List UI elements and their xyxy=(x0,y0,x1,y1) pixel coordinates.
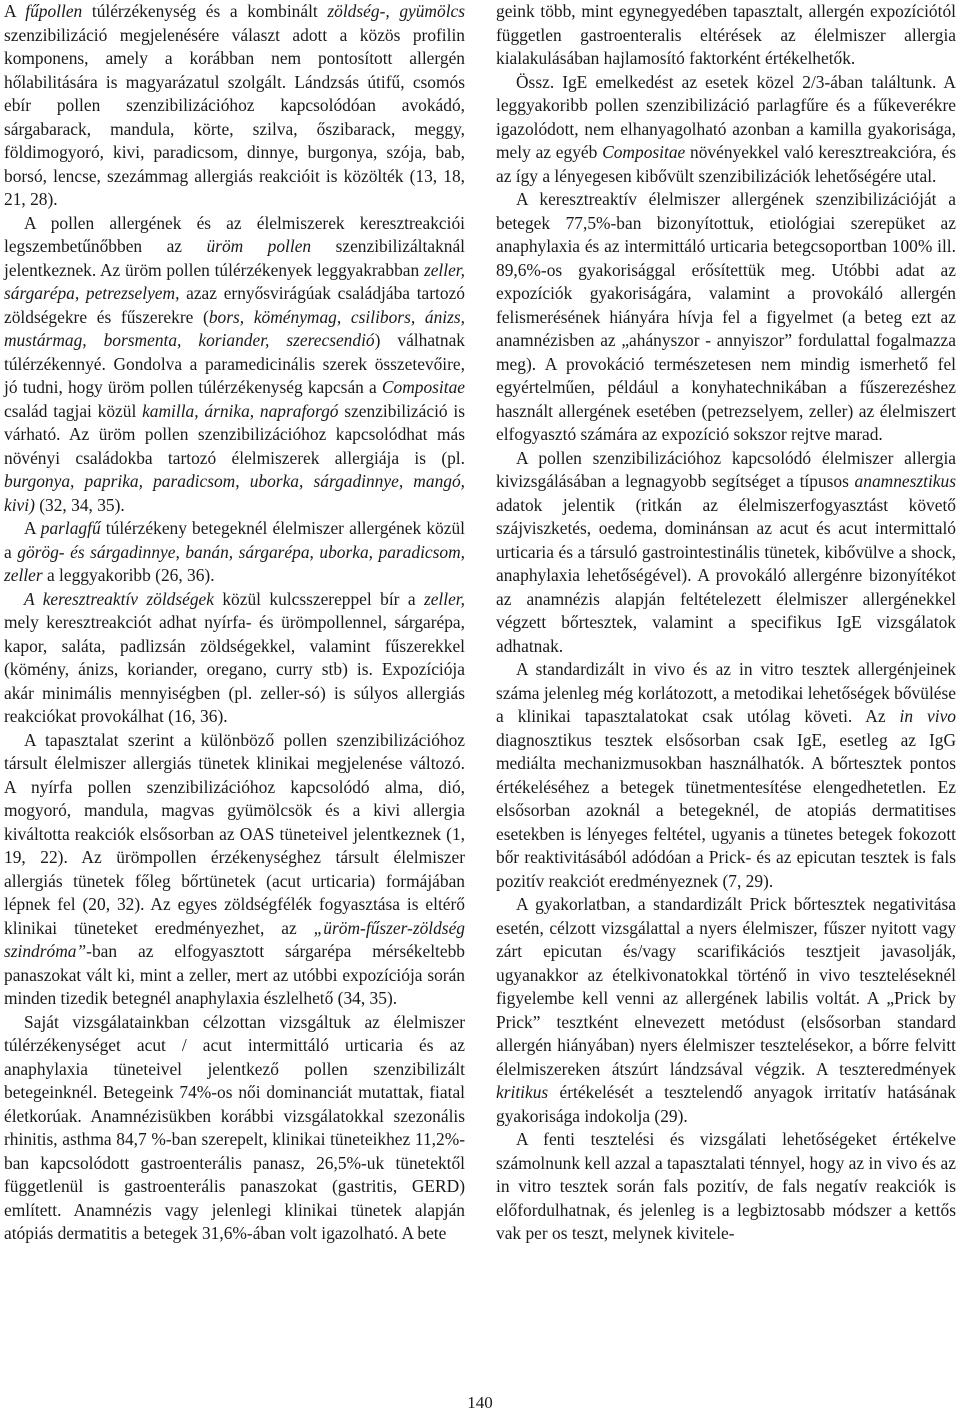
paragraph xyxy=(496,658,956,893)
italic-text: A keresztreaktív zöldségek xyxy=(24,588,214,609)
italic-text: kamilla, árnika, napraforgó xyxy=(142,400,339,421)
text-run: a leggyakoribb (26, 36). xyxy=(42,565,215,585)
text-run: (32, 34, 35). xyxy=(34,494,125,515)
text-run: szenzibilizáltaknál jelentkeznek. Az üröm pollen túlérzékenyek leggyakrabban xyxy=(4,236,466,280)
paragraph xyxy=(496,188,956,447)
text-run: A standardizált in vivo és az in vitro tesztek allergénjeinek száma jelenleg még korlátozott, a metodikai lehetőségek bővülése a klinikai tapasztalatokat csak utólag követi. Az xyxy=(496,659,956,726)
text-run: A xyxy=(4,1,26,21)
paragraph xyxy=(4,517,465,588)
paragraph xyxy=(496,447,956,659)
italic-text: üröm pollen xyxy=(206,236,312,256)
paragraph xyxy=(4,0,465,212)
text-run: mely keresztreakciót adhat nyírfa- és ürömpollennel, sárgarépa, kapor, saláta, padlizsán zöldségekkel, valamint fűszerekkel (kömény, ánizs, koriander, oregano, curry stb) is. Expozíciója akár minimális mennyiségben (pl. zeller-só) is súlyos allergiás reakciókat provokálhat (16, 36). xyxy=(4,612,465,726)
text-run: -ban az elfogyasztott sárgarépa mérsékeltebb panaszokat vált ki, mint a zeller, mert az utóbbi expozíciója során minden tizedik betegnél anaphylaxia észlelhető (34, 35). xyxy=(4,941,465,1008)
text-run: szenzibilizáció megjelenésére választ adott a közös profilin komponens, amely a korábban nem pontosított allergén hőlabilitására is magyarázatul szolgált. Lándzsás útifű, csomós ebír pollen szenzibilizációhoz kapcsolódóan avokádó, sárgabarack, mandula, körte, szilva, őszibarack, meggy, földimogyoró, kivi, paradicsom, dinnye, burgonya, szója, bab, borsó, lencse, szezámmag allergiás reakcióit is közölték (13, 18, 21, 28). xyxy=(4,24,465,209)
italic-text: zeller, xyxy=(423,588,465,609)
italic-text: in vivo xyxy=(899,706,956,726)
text-run: ) válhatnak túlérzékennyé. Gondolva a paramedicinális szerek összetevőire, jó tudni, hogy üröm pollen túlérzékenység kapcsán a xyxy=(4,330,465,397)
paragraph xyxy=(496,893,956,1128)
italic-text: bors, köménymag, csilibors, ánizs, mustármag, borsmenta, koriander, szerecsendió xyxy=(4,306,465,350)
text-run: Saját vizsgálatainkban célzottan vizsgáltuk az élelmiszer túlérzékenységet acut / acut intermittáló urticaria és az anaphylaxia tüneteivel jelentkező pollen szenzibilizált betegeinknél. Betegeink 74%-os női dominanciát mutattak, fiatal életkorúak. Anamnézisükben korábbi vizsgálatokkal szezonális rhinitis, asthma 84,7 %-ban szerepelt, klinikai tüneteikhez 11,2%-ban kapcsolódott gastroenterális panasz, 26,5%-uk tünetektől függetlenül is gastroenterális panaszokat (gastritis, GERD) említett. Anamnézis vagy jelenlegi klinikai tünetek alapján atópiás dermatitis a betegek 31,6%-ában volt igazolható. A bete xyxy=(4,1011,465,1243)
paragraph xyxy=(496,71,956,189)
italic-text: Compositae xyxy=(602,142,686,162)
italic-text: zöldség-, gyümölcs xyxy=(327,1,466,21)
page-number: 140 xyxy=(467,1393,493,1412)
text-run: azaz ernyősvirágúak családjába tartozó zöldségekre és fűszerekre ( xyxy=(4,283,465,327)
italic-text: fűpollen xyxy=(25,1,83,21)
italic-text: Compositae xyxy=(381,377,465,397)
paragraph xyxy=(4,588,465,729)
right-column xyxy=(496,0,956,1246)
text-run: szenzibilizáció is várható. Az üröm pollen szenzibilizációhoz kapcsolódhat más növényi családokba tartozó élelmiszerek allergiája is (pl. xyxy=(4,400,465,468)
text-run: család tagjai közül xyxy=(4,400,143,421)
text-run: értékelését a tesztelendő anyagok irritatív hatásának gyakorisága indokolja (29). xyxy=(496,1082,956,1126)
text-run: diagnosztikus tesztek elsősorban csak IgE, esetleg az IgG mediálta mechanizmusokban használhatók. A bőrtesztek pontos értékeléséhez a betegek tünetmentesítése elengedhetetlen. Ez elsősorban azoknál a betegeknél, de atopiás dermatitises esetekben is lényeges feltétel, ugyanis a tünetes betegek fokozott bőr reaktivitásából adódóan a Prick- és az epicutan tesztek is fals pozitív reakciót eredményeznek (7, 29). xyxy=(496,729,956,891)
text-run: növényekkel való keresztreakcióra, és az így a lényegesen kibővült szenzibilizációk lehetőségére utal. xyxy=(496,142,956,186)
paragraph xyxy=(4,729,465,1011)
italic-text: kritikus xyxy=(496,1082,549,1102)
text-run: közül kulcsszereppel bír a xyxy=(213,588,424,609)
text-run: A keresztreaktív élelmiszer allergének szenzibilizációját a betegek 77,5%-ban bizonyítottuk, etiológiai szerepüket az anaphylaxia és az intermittáló urticaria betegcsoportban 100% ill. 89,6%-os gyakorisággal erősítettük meg. Utóbbi adat az expozíciók gyakoriságára, valamint a provokáló allergén felismerésének hiányára hívja fel a figyelmet (a beteg ezt az anamnézisben az „ahányszor - annyiszor” fordulattal fogalmazza meg). A provokáció természetesen nem mindig ismerhető fel egyértelműen, például a konyhatechnikában a fűszerezéshez használt allergének esetében (petrezselyem, zeller) az élelmiszert elfogyasztó számára az expozíció sokszor rejtve marad. xyxy=(496,189,956,444)
italic-text: zeller, sárgarépa, petrezselyem, xyxy=(4,259,465,303)
italic-text: burgonya, paprika, paradicsom, uborka, sárgadinnye, mangó, kivi) xyxy=(4,471,465,515)
text-run: adatok jelentik (ritkán az élelmiszerfogyasztást követő szájviszketés, oedema, dominánsan az acut és acut intermittaló urticaria és a társuló gastrointestinális tünetek, kibővülve a shock, anaphylaxia lehetőségével). A provokáló allergénre bizonyítékot az anamnézis alapján feltételezett élelmiszer allergénekkel végzett bőrtesztek, valamint a specifikus IgE vizsgálatok adhatnak. xyxy=(496,494,956,656)
text-run: geink több, mint egynegyedében tapasztalt, allergén expozíciótól független gastroenteralis eltérések az élelmiszer allergia kialakulásában hajlamosító faktorként értékelhetők. xyxy=(496,1,956,68)
text-run: A tapasztalat szerint a különböző pollen szenzibilizációhoz társult élelmiszer allergiás tünetek klinikai megjelenése változó. A nyírfa pollen szenzibilizációhoz kapcsolódó alma, dió, mogyoró, mandula, magvas gyümölcsök és a kivi allergia kiváltotta reakciók elsősorban az OAS tüneteivel jelentkeznek (1, 19, 22). Az ürömpollen érzékenységhez társult élelmiszer allergiás tünetek főleg bőrtünetek (acut urticaria) formájában lépnek fel (20, 32). Az egyes zöldségfélék fogyasztása is eltérő klinikai tüneteket eredményezhet, az xyxy=(4,729,465,938)
text-run: A xyxy=(24,518,41,538)
text-run: A gyakorlatban, a standardizált Prick bőrtesztek negativitása esetén, célzott vizsgálattal a nyers élelmiszer, fűszer nyitott vagy zárt epicutan és/vagy scarifikációs tesztjeit javasolják, ugyanakkor az ételkivonatokkal történő in vivo teszteléseknél figyelembe kell venni az allergének labilis voltát. A „Prick by Prick” tesztként elnevezett metódust (elsősorban standard allergén hiányában) nyers élelmiszer tesztelésekor, a bőrre felvitt élelmiszereken átszúrt lándzsával végzik. A teszteredmények xyxy=(496,894,956,1079)
paragraph xyxy=(496,0,956,71)
italic-text: parlagfű xyxy=(40,518,101,538)
text-run: A fenti tesztelési és vizsgálati lehetőségeket értékelve számolnunk kell azzal a tapasztalati ténnyel, hogy az in vivo és az in vitro tesztek során fals pozitív, de fals negatív reakciók is előfordulhatnak, és jelenleg is a legbiztosabb módszer a kettős vak per os teszt, melynek kivitele- xyxy=(496,1129,956,1243)
text-run: Össz. IgE emelkedést az esetek közel 2/3-ában találtunk. A leggyakoribb pollen szenzibilizáció parlagfűre és a fűkeverékre igazolódott, nem elhanyagolható azonban a kamilla gyakorisága, mely az egyéb xyxy=(496,71,956,162)
italic-text: görög- és sárgadinnye, banán, sárgarépa, uborka, paradicsom, zeller xyxy=(4,541,465,585)
paragraph xyxy=(4,212,465,518)
text-run: A pollen allergének és az élelmiszerek keresztreakciói legszembetűnőbben az xyxy=(4,212,465,256)
text-run: A pollen szenzibilizációhoz kapcsolódó élelmiszer allergia kivizsgálásában a legnagyobb segítséget a típusos xyxy=(496,447,956,491)
paragraph xyxy=(4,1011,465,1246)
left-column xyxy=(4,0,465,1246)
italic-text: „üröm-fűszer-zöldség szindróma” xyxy=(4,917,465,961)
paragraph xyxy=(496,1128,956,1246)
italic-text: anamnesztikus xyxy=(854,471,956,491)
text-run: túlérzékeny betegeknél élelmiszer allergének közül a xyxy=(4,518,465,562)
text-run: túlérzékenység és a kombinált xyxy=(82,1,328,21)
